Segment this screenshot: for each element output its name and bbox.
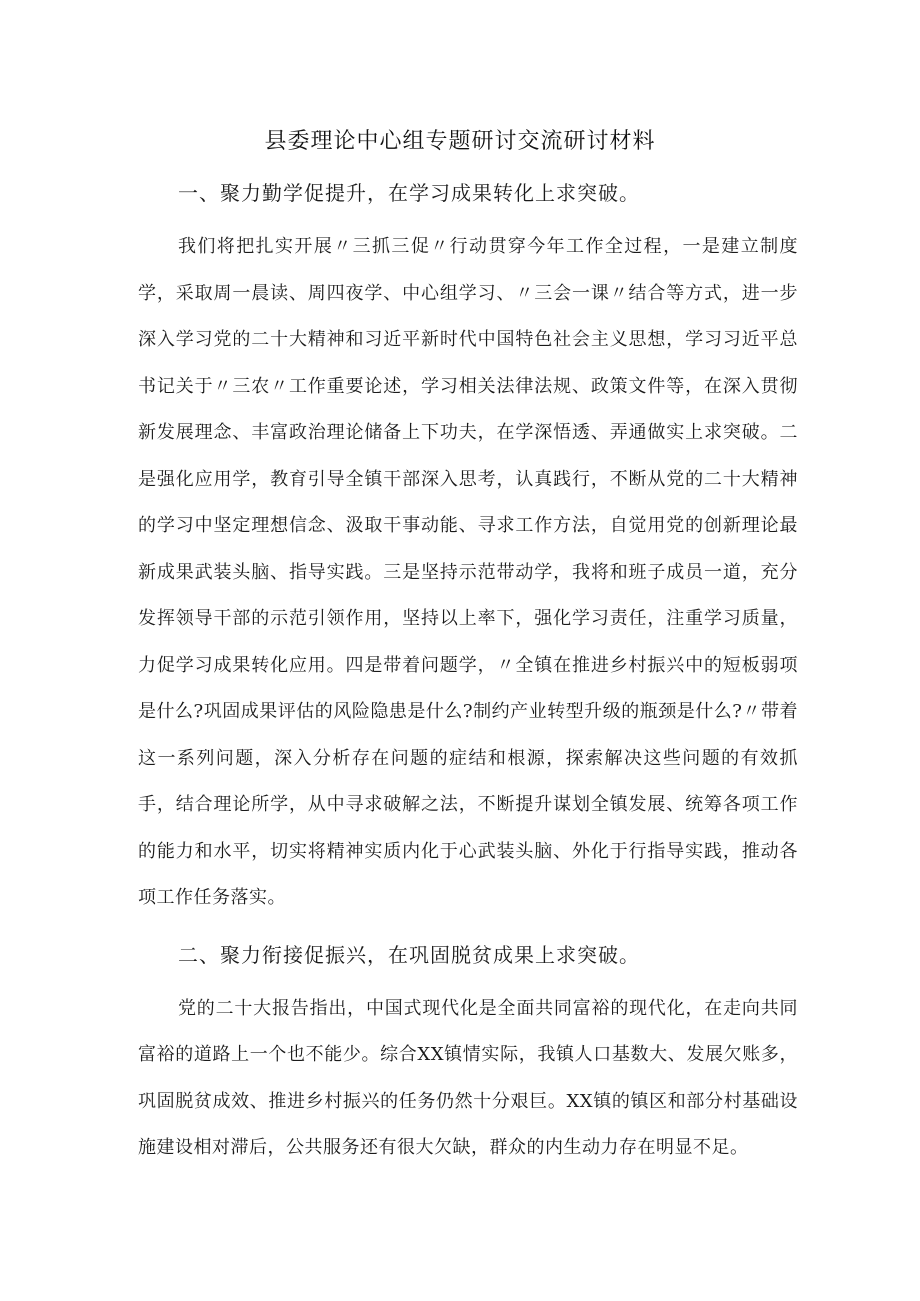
document-title: 县委理论中心组专题研讨交流研讨材料 bbox=[264, 129, 656, 154]
section-1-paragraph: 我们将把扎实开展〃三抓三促〃行动贯穿今年工作全过程，一是建立制度学，采取周一晨读、周四夜学、中心组学习、〃三会一课〃结合等方式，进一步深入学习党的二十大精神和习近平新时代中国特色社会主义思想，学习习近平总书记关于〃三农〃工作重要论述，学习相关法律法规、政策文件等，在深入贯彻新发展理念、丰富政治理论储备上下功夫，在学深悟透、弄通做实上求突破。二是强化应用学，教育引导全镇干部深入思考，认真践行，不断从党的二十大精神的学习中坚定理想信念、汲取干事动能、寻求工作方法，自觉用党的创新理论最新成果武装头脑、指导实践。三是坚持示范带动学，我将和班子成员一道，充分发挥领导干部的示范引领作用，坚持以上率下，强化学习责任，注重学习质量，力促学习成果转化应用。四是带着问题学，〃全镇在推进乡村振兴中的短板弱项是什么?巩固成果评估的风险隐患是什么?制约产业转型升级的瓶颈是什么?〃带着这一系列问题，深入分析存在问题的症结和根源，探索解决这些问题的有效抓手，结合理论所学，从中寻求破解之法，不断提升谋划全镇发展、统筹各项工作的能力和水平，切实将精神实质内化于心武装头脑、外化于行指导实践，推动各项工作任务落实。 bbox=[138, 236, 798, 908]
section-2-heading: 二、聚力衔接促振兴，在巩固脱贫成果上求突破。 bbox=[178, 942, 640, 967]
section-2-paragraph: 党的二十大报告指出，中国式现代化是全面共同富裕的现代化，在走向共同富裕的道路上一个也不能少。综合XX镇情实际，我镇人口基数大、发展欠账多，巩固脱贫成效、推进乡村振兴的任务仍然十分艰巨。XX镇的镇区和部分村基础设施建设相对滞后，公共服务还有很大欠缺，群众的内生动力存在明显不足。 bbox=[138, 997, 798, 1158]
section-1-heading: 一、聚力勤学促提升，在学习成果转化上求突破。 bbox=[178, 181, 640, 205]
document-body bbox=[138, 172, 798, 1172]
